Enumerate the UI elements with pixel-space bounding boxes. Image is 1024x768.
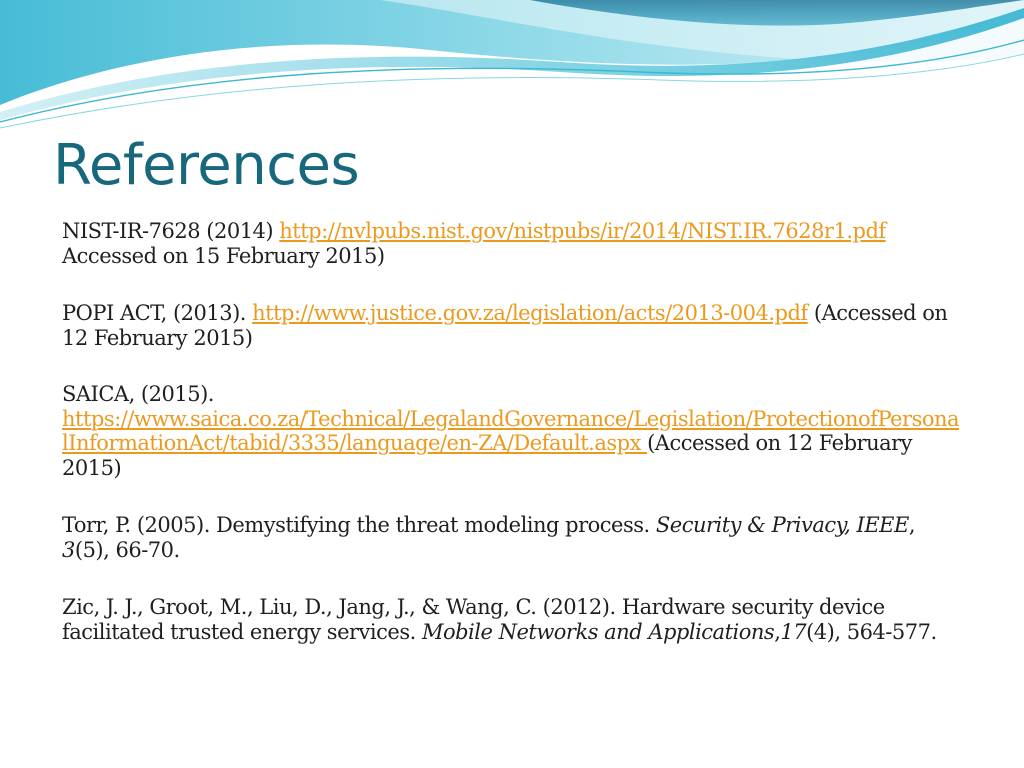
reference-sep: , — [774, 619, 781, 644]
reference-list — [62, 219, 962, 677]
page-title: References — [53, 133, 360, 198]
reference-link-saica[interactable]: https://www.saica.co.za/Technical/LegalandGovernance/Legislation/ProtectionofPersonalInformationAct/tabid/3335/language/en-ZA/Default.aspx — [62, 406, 960, 455]
reference-lead: Zic, J. J., Groot, M., Liu, D., Jang, J., & Wang, C. (2012). Hardware security device facilitated trusted energy services. — [62, 595, 885, 644]
reference-item-saica — [62, 382, 962, 480]
reference-lead: SAICA, (2015). — [62, 382, 214, 406]
reference-link-nist[interactable]: http://nvlpubs.nist.gov/nistpubs/ir/2014/NIST.IR.7628r1.pdf — [279, 219, 886, 243]
reference-journal: Security & Privacy, IEEE — [655, 513, 909, 537]
reference-volume: 3 — [62, 537, 75, 562]
reference-item-torr — [62, 513, 962, 562]
reference-tail: Accessed on 15 February 2015) — [62, 243, 385, 268]
reference-volume: 17 — [780, 619, 807, 644]
reference-item-popi — [62, 301, 962, 350]
reference-item-nist — [62, 219, 962, 268]
reference-tail: (Accessed on 12 February 2015) — [62, 301, 948, 350]
reference-link-popi[interactable]: http://www.justice.gov.za/legislation/acts/2013-004.pdf — [252, 301, 808, 325]
reference-item-zic — [62, 595, 962, 644]
reference-tail: (5), 66-70. — [74, 537, 180, 562]
reference-tail: (4), 564-577. — [806, 619, 937, 644]
reference-lead: Torr, P. (2005). Demystifying the threat modeling process. — [62, 513, 656, 537]
reference-lead: POPI ACT, (2013). — [62, 301, 253, 325]
reference-lead: NIST-IR-7628 (2014) — [62, 219, 280, 243]
reference-journal: Mobile Networks and Applications — [421, 619, 775, 644]
wave-header-decoration — [0, 0, 1024, 130]
reference-sep: , — [908, 513, 916, 537]
reference-tail: (Accessed on 12 February 2015) — [62, 431, 913, 480]
